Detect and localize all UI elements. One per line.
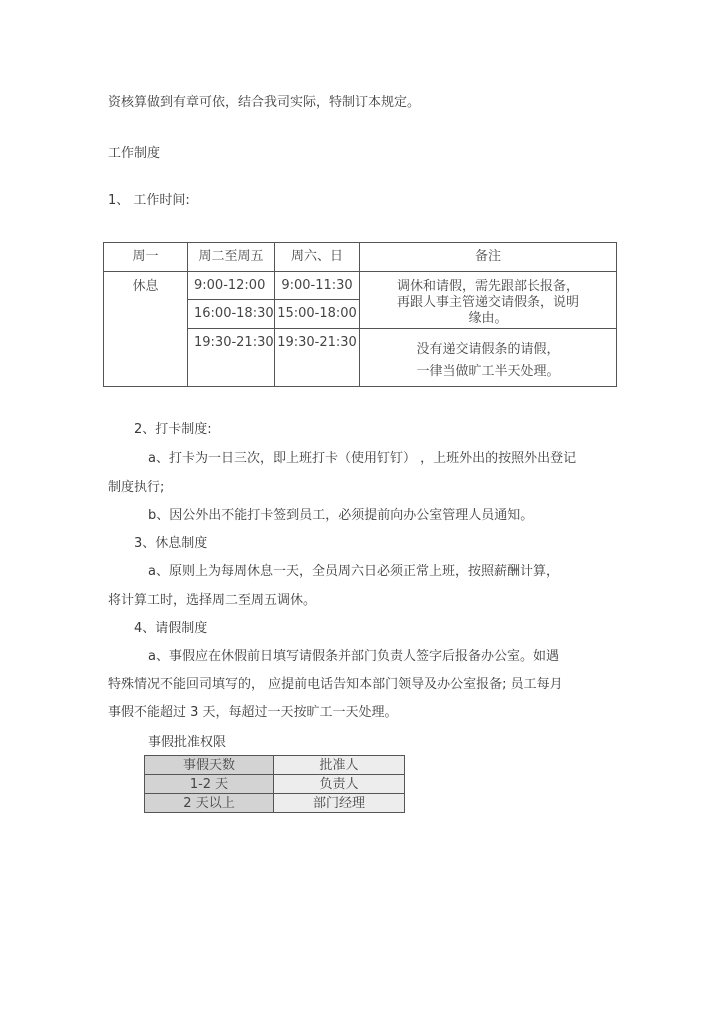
remark-absence-cell: 没有递交请假条的请假， 一律当做旷工半天处理。 <box>360 329 617 387</box>
clock-in-rule-b: b、因公外出不能打卡签到员工，必须提前向办公室管理人员通知。 <box>148 508 534 523</box>
work-hours-table <box>103 242 617 387</box>
leave-approval-table <box>144 755 405 813</box>
weekday-evening-cell: 19:30-21:30 <box>188 329 275 387</box>
leave-rule-a-line-3: 事假不能超过 3 天，每超过一天按旷工一天处理。 <box>108 705 398 720</box>
leave-days-cell: 1-2 天 <box>145 775 274 794</box>
weekday-afternoon-cell: 16:00-18:30 <box>188 300 275 329</box>
leave-approval-title: 事假批准权限 <box>148 735 227 750</box>
section-1-title: 1、 工作时间: <box>108 193 190 208</box>
approver-cell: 部门经理 <box>274 794 405 813</box>
header-tue-fri: 周二至周五 <box>188 243 275 272</box>
weekend-morning-cell: 9:00-11:30 <box>275 272 360 300</box>
leave-days-header: 事假天数 <box>145 756 274 775</box>
weekend-afternoon-cell: 15:00-18:00 <box>275 300 360 329</box>
intro-line: 资核算做到有章可依，结合我司实际，特制订本规定。 <box>108 95 421 110</box>
section-3-title: 3、休息制度 <box>134 536 208 551</box>
remark-leave-cell: 调休和请假，需先跟部长报备， 再跟人事主管递交请假条，说明 缘由。 <box>360 272 617 329</box>
header-remarks: 备注 <box>360 243 617 272</box>
leave-days-cell: 2 天以上 <box>145 794 274 813</box>
rest-rule-a-line-2: 将计算工时，选择周二至周五调休。 <box>108 593 317 608</box>
monday-rest-cell: 休息 <box>104 272 188 387</box>
weekday-morning-cell: 9:00-12:00 <box>188 272 275 300</box>
approver-cell: 负责人 <box>274 775 405 794</box>
section-heading-work-system: 工作制度 <box>108 146 161 161</box>
section-2-title: 2、打卡制度: <box>134 422 212 437</box>
rest-rule-a-line-1: a、原则上为每周休息一天，全员周六日必须正常上班，按照薪酬计算， <box>148 564 559 579</box>
section-4-title: 4、请假制度 <box>134 621 208 636</box>
header-weekend: 周六、日 <box>275 243 360 272</box>
leave-rule-a-line-2: 特殊情况不能回司填写的， 应提前电话告知本部门领导及办公室报备; 员工每月 <box>108 677 563 692</box>
clock-in-rule-a-line-1: a、打卡为一日三次，即上班打卡（使用钉钉） ，上班外出的按照外出登记 <box>148 451 577 466</box>
weekend-evening-cell: 19:30-21:30 <box>275 329 360 387</box>
clock-in-rule-a-line-2: 制度执行; <box>108 480 165 495</box>
leave-rule-a-line-1: a、事假应在休假前日填写请假条并部门负责人签字后报备办公室。如遇 <box>148 649 559 664</box>
header-monday: 周一 <box>104 243 188 272</box>
approver-header: 批准人 <box>274 756 405 775</box>
